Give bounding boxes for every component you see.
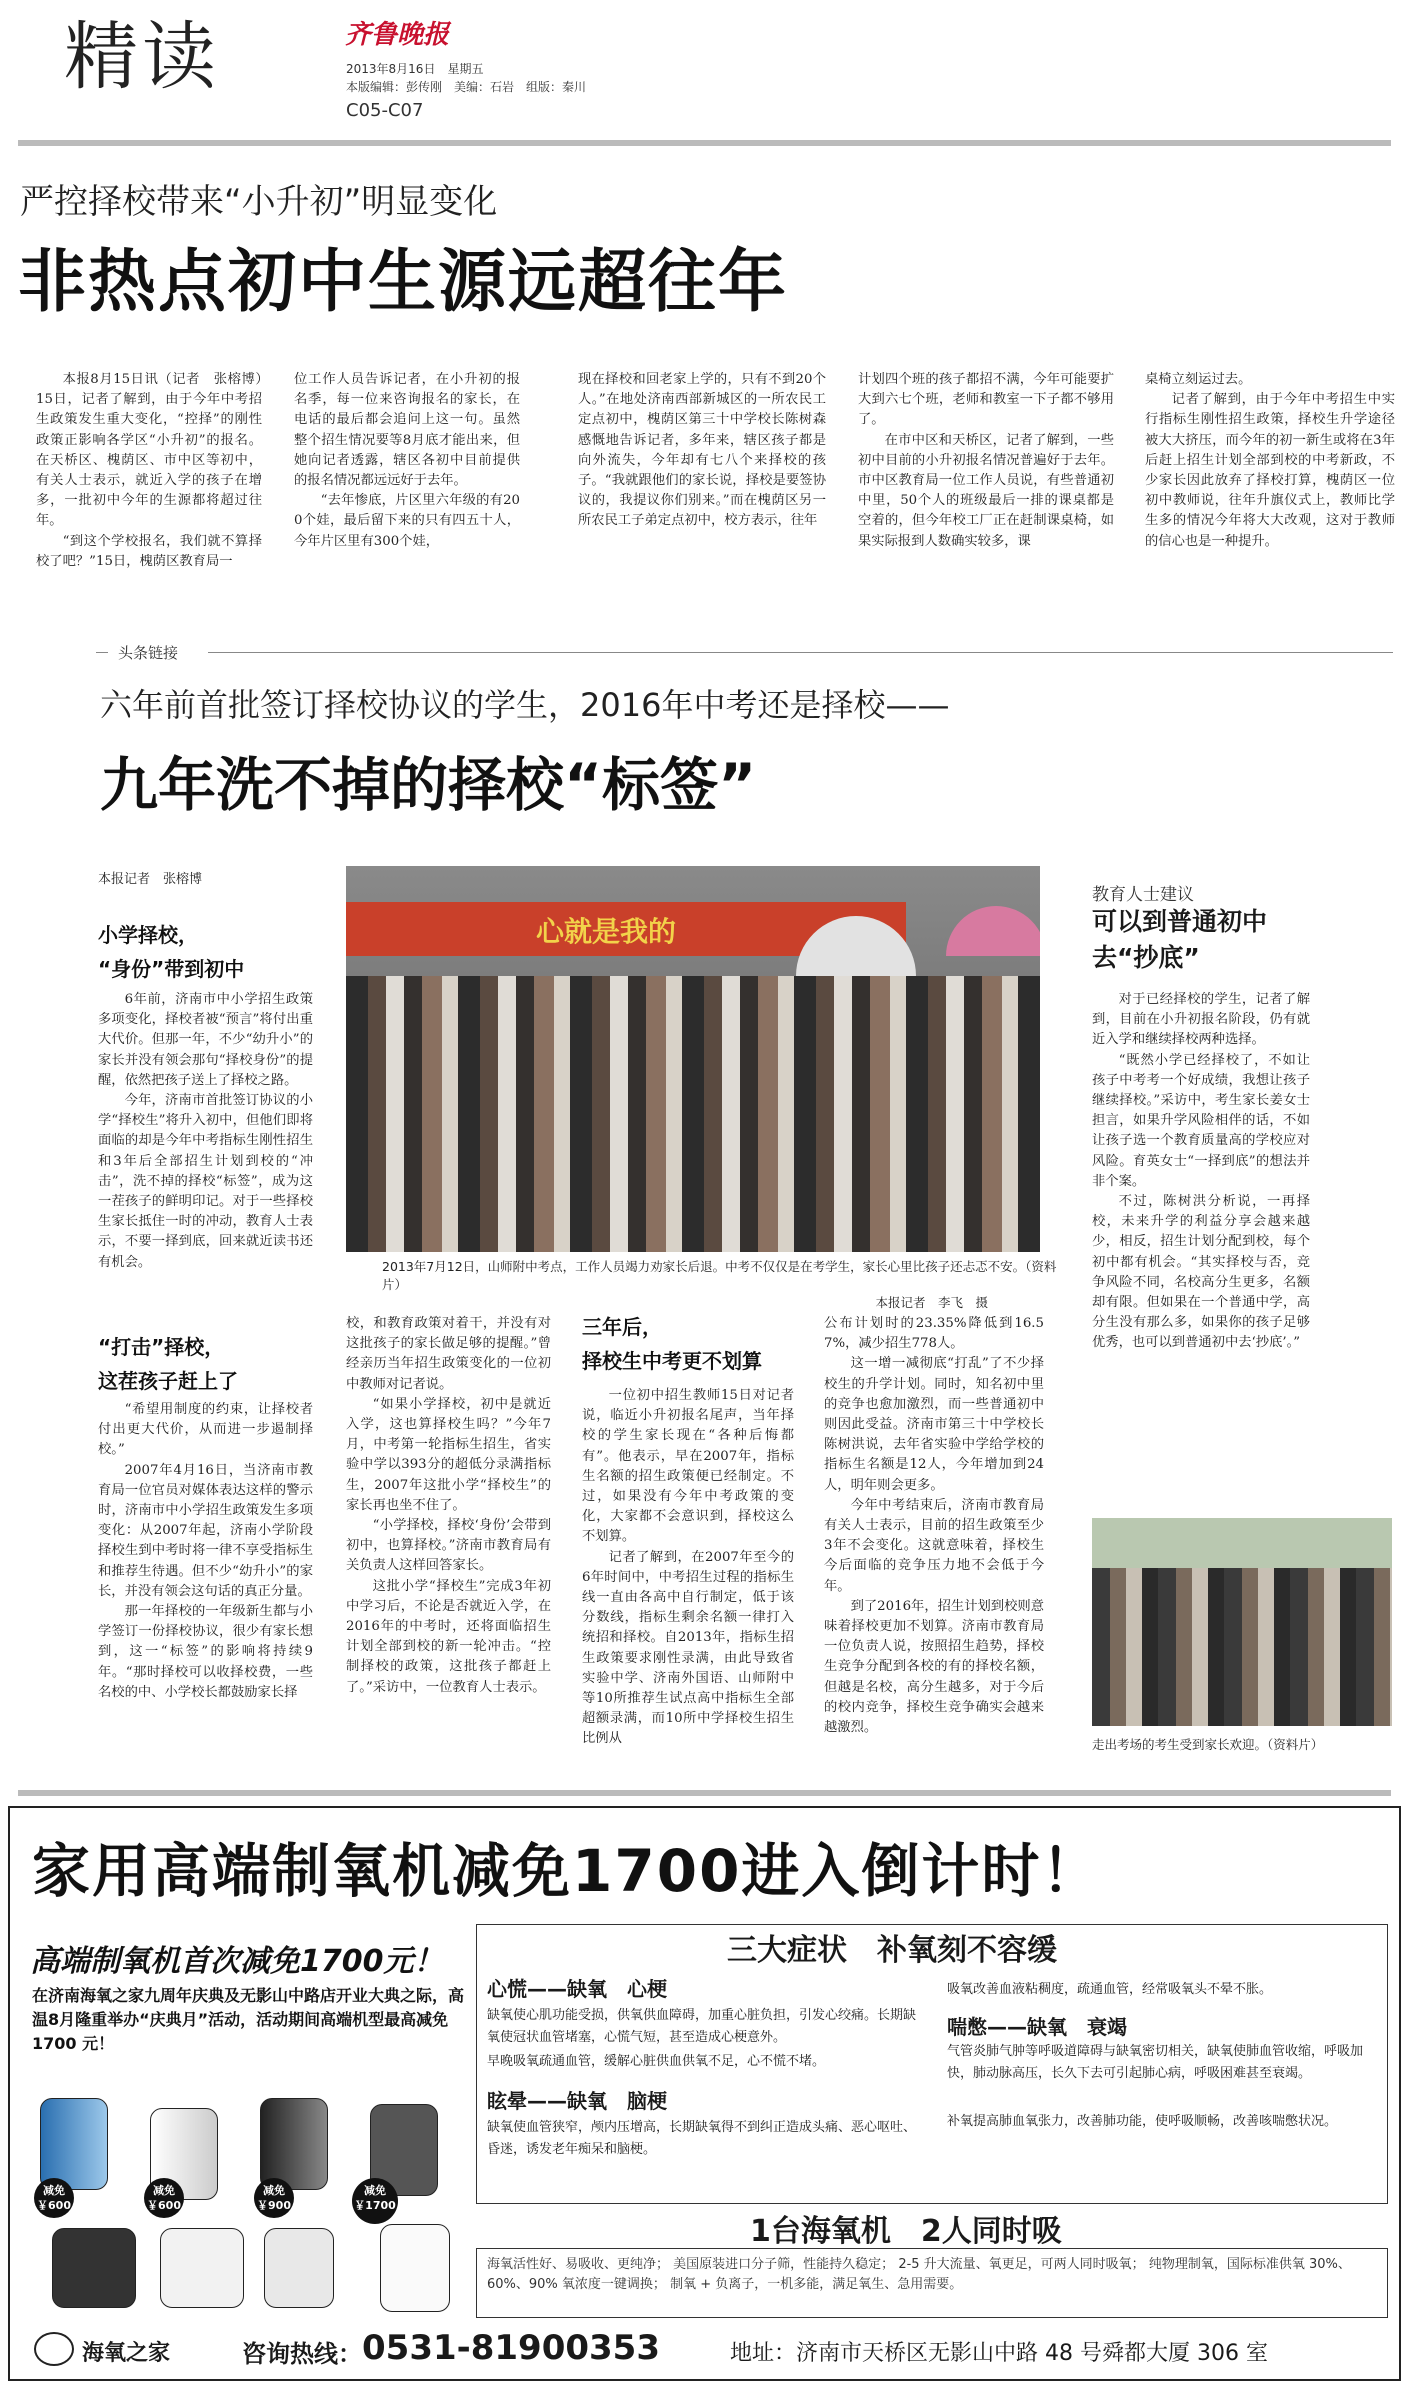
masthead-rule <box>18 140 1391 146</box>
side-headline: 可以到普通初中 去“抄底” <box>1092 907 1268 972</box>
top-col-2: 位工作人员告诉记者，在小升初的报名季，每一位来咨询报名的家长，在电话的最后都会追问上这一句。虽然整个招生情况要等8月底才能出来，但她向记者透露，辖区各初中目前提供的报名情况都远远好于去年。 “去年惨底，片区里六年级的有200个娃，最后留下来的只有四五十人，今年片区里有300个娃， <box>294 372 520 549</box>
section-title: 精读 <box>64 14 220 100</box>
oxygen-machine-7 <box>264 2228 334 2308</box>
discount-tag-2: 减免 ￥600 <box>144 2178 184 2218</box>
hotline-number: 0531-81900353 <box>362 2328 660 2368</box>
main-photo-caption <box>382 1258 1074 1312</box>
brand-logo <box>34 2332 74 2366</box>
oxygen-machine-5 <box>52 2228 136 2308</box>
feature-1: 海氧活性好、易吸收、更纯净； <box>487 2257 670 2272</box>
subhead-1: 小学择校， “身份”带到初中 <box>98 923 245 981</box>
story-col-3: 一位初中招生教师15日对记者说，临近小升初报名尾声，当年择校的学生家长现在“各种后悔都有”。他表示，早在2007年，指标生名额的招生政策便已经制定。不过，如果没有今年中考政策的变化，大家都不会意识到，择校这么不划算。 记者了解到，在2007年至今的6年时间中，中考招生过程的指标生线一直由各高中自行制定，低于该分数线，指标生剩余名额一律打入统招和择校。自2013年，指标生招生政策要求刚性录满，由此导致省实验中学、济南外国语、山师附中等10所推荐生试点高中指标生全部超额录满，而10所中学择校生招生比例从 <box>582 1388 794 1747</box>
oxygen-machine-6 <box>160 2228 244 2308</box>
side-photo-sky <box>1092 1518 1392 1568</box>
feature-4: 纯物理制氧，国际标准供氧 30%、60%、90% 氧浓度一键调换； <box>487 2257 1351 2292</box>
discount-tag-3: 减免 ￥900 <box>254 2178 294 2218</box>
main-photo <box>346 866 1040 1252</box>
symptom-1-title: 心慌——缺氧 心梗 <box>487 1977 667 2001</box>
photo-umbrella-2 <box>946 906 1040 956</box>
oxygen-machine-8 <box>380 2224 450 2312</box>
oxygen-machine-3 <box>260 2098 328 2190</box>
top-kicker: 严控择校带来“小升初”明显变化 <box>20 182 498 222</box>
feature-3: 2-5 升大流量、氧更足，可两人同时吸氧； <box>898 2257 1145 2272</box>
link-rule <box>208 652 1393 653</box>
caption-text: 2013年7月12日，山师附中考点，工作人员竭力劝家长后退。中考不仅仅是在考学生，家长心里比孩子还忐忑不安。（资料片） <box>382 1259 1057 1292</box>
top-col-3: 现在择校和回老家上学的，只有不到20个人。”在地处济南西部新城区的一所农民工定点初中，槐荫区第三十中学校长陈树森感慨地告诉记者，多年来，辖区孩子都是向外流失，今年却有七八个来择校的孩子。“我就跟他们的家长说，择校是要签协议的，我提议你们别来。”而在槐荫区另一所农民工子弟定点初中，校方表示，往年 <box>578 372 826 529</box>
link-rule-left <box>96 652 108 653</box>
ad-block <box>8 1806 1401 2381</box>
hotline-label: 咨询热线： <box>242 2340 362 2368</box>
subhead-3: 三年后， 择校生中考更不划算 <box>582 1315 762 1373</box>
symptom-3-item-2: 气管炎肺气肿等呼吸道障碍与缺氧密切相关，缺氧使肺血管收缩，呼吸加快，肺动脉高压，长久下去可引起肺心病，呼吸困难甚至衰竭。 <box>947 2044 1364 2081</box>
features-box <box>476 2248 1388 2318</box>
editor-credits: 本版编辑：彭传刚 美编：石岩 组版：秦川 <box>346 80 587 94</box>
symptom-3-title: 喘憋——缺氧 衰竭 <box>947 2015 1127 2039</box>
store-address: 地址：济南市天桥区无影山中路 48 号舜都大厦 306 室 <box>730 2341 1268 2366</box>
symptom-3-item-3: 补氧提高肺血氧张力，改善肺功能，使呼吸顺畅，改善咳喘憋状况。 <box>947 2114 1338 2129</box>
top-col-5: 桌椅立刻运过去。 记者了解到，由于今年中考招生中实行指标生刚性招生政策，择校生升学途径被大大挤压，而今年的初一新生或将在3年后赶上招生计划全部到校的中考新政，不少家长因此放弃了择校打算，槐荫区一位初中教师说，往年升旗仪式上，教师比学生多的情况今年将大大改观，这对于教师的信心也是一种提升。 <box>1145 372 1395 549</box>
story-col-2: 校，和教育政策对着干，并没有对这批孩子的家长做足够的提醒。”曾经亲历当年招生政策变化的一位初中教师对记者说。 “如果小学择校，初中是就近入学，这也算择校生吗？”今年7月，中考第一轮指标生招生，省实验中学以393分的超低分录满指标生，2007年这批小学“择校生”的家长再也坐不住了。 “小学择校，择校‘身份’会带到初中，也算择校。”济南市教育局有关负责人这样回答家长。 这批小学“择校生”完成3年初中学习后，不论是否就近入学，在2016年的中考时，还将面临招生计划全部到校的新一轮冲击。“控制择校的政策，这批孩子都赶上了。”采访中，一位教育人士表示。 <box>346 1316 551 1695</box>
story-col-1a: 6年前，济南市中小学招生政策多项变化，择校者被“预言”将付出重大代价。但那一年，不少“幼升小”的家长并没有领会那句“择校身份”的提醒，依然把孩子送上了择校之路。 今年，济南市首批签订协议的小学“择校生”将升入初中，但他们即将面临的却是今年中考指标生刚性招生和3年后全部招生计划到校的“冲击”，洗不掉的择校“标签”，成为这一茬孩子的鲜明印记。对于一些择校生家长抵住一时的冲动，教育人士表示，不要一择到底，回来就近读书还有机会。 <box>98 992 313 1270</box>
ad-rule <box>18 1790 1391 1796</box>
story-col-4: 公布计划时的23.35%降低到16.57%，减少招生778人。 这一增一减彻底“打乱”了不少择校生的升学计划。同时，知名初中里的竞争也愈加激烈，而一些普通初中则因此受益。济南市第三十中学校长陈树洪说，去年省实验中学给学校的指标生名额是12人，今年增加到24人，明年则会更多。 今年中考结束后，济南市教育局有关人士表示，目前的招生政策至少3年不会变化。这就意味着，择校生今后面临的竞争压力地不会低于今年。 到了2016年，招生计划到校则意味着择校更加不划算。济南市教育局一位负责人说，按照招生趋势，择校生竞争分配到各校的有的择校名额，但越是名校，高分生越多，对于今后的校内竞争，择校生竞争确实会越来越激烈。 <box>824 1316 1044 1736</box>
two-people-line: 1台海氧机 2人同时吸 <box>750 2214 1062 2249</box>
symptom-1-item-1: 缺氧使心肌功能受损，供氧供血障碍，加重心脏负担，引发心绞痛。长期缺氧使冠状血管堵塞，心慌气短，甚至造成心梗意外。 <box>487 2008 917 2045</box>
subhead-2: “打击”择校， 这茬孩子赶上了 <box>98 1335 238 1393</box>
top-col-1: 本报8月15日讯（记者 张榕博） 15日，记者了解到，由于今年中考招生政策发生重大变化，“控择”的刚性政策正影响各学区“小升初”的报名。在天桥区、槐荫区、市中区等初中，有关人士表示，就近入学的孩子在增多，一批初中今年的生源都将超过往年。 “到这个学校报名，我们就不算择校了吧？”15日，槐荫区教育局一 <box>36 372 276 569</box>
side-photo <box>1092 1518 1392 1726</box>
symptom-2-title: 眩晕——缺氧 脑梗 <box>487 2089 667 2113</box>
brand-name: 海氧之家 <box>82 2341 171 2366</box>
top-headline: 非热点初中生源远超往年 <box>18 243 789 322</box>
symptom-1-item-2: 早晚吸氧疏通血管，缓解心脏供血供氧不足，心不慌不堵。 <box>487 2054 826 2069</box>
side-col: 对于已经择校的学生，记者了解到，目前在小升初报名阶段，仍有就近入学和继续择校两种选择。 “既然小学已经择校了，不如让孩子中考考一个好成绩，我想让孩子继续择校。”采访中，考生家长姜女士担言，如果升学风险相伴的话，不如让孩子选一个教育质量高的学校应对风险。育英女士“一择到底”的想法并非个案。 不过，陈树洪分析说，一再择校，未来升学的利益分享会越来越少，相反，招生计划分配到校，每个初中都有机会。“其实择校与否，竞争风险不同，名校高分生更多，名额却有限。但如果在一个普通中学，高分生没有那么多，如果你的孩子足够优秀，也可以到普通初中去‘抄底’。” <box>1092 992 1310 1351</box>
second-headline: 九年洗不掉的择校“标签” <box>100 751 757 819</box>
ad-promo: 在济南海氧之家九周年庆典及无影山中路店开业大典之际，高温8月隆重举办“庆典月”活动，活动期间高端机型最高减免 1700 元！ <box>32 1986 465 2053</box>
discount-tag-1: 减免 ￥600 <box>34 2178 74 2218</box>
story-col-1b: “希望用制度的约束，让择校者付出更大代价，从而进一步遏制择校。” 2007年4月16日，当济南市教育局一位官员对媒体表达这样的警示时，济南市中小学招生政策发生多项变化：从2007年起，济南小学阶段择校生到中考时将一律不享受指标生和推荐生待遇。但不少“幼升小”的家长，并没有领会这句话的真正分量。 那一年择校的一年级新生都与小学签订一份择校协议，很少有家长想到，这一“标签”的影响将持续9年。“那时择校可以收择校费，一些名校的中、小学校长都鼓励家长择 <box>98 1402 313 1700</box>
discount-tag-4: 减免 ￥1700 <box>352 2178 398 2224</box>
symptom-box <box>476 1924 1388 2204</box>
ad-headline: 家用高端制氧机减免1700进入倒计时！ <box>32 1837 1102 1905</box>
photo-crowd <box>346 976 1040 1252</box>
issue-date: 2013年8月16日 星期五 <box>346 62 484 76</box>
feature-5: 制氧 + 负离子，一机多能，满足氧生、急用需要。 <box>670 2277 963 2292</box>
photo-banner-text: 心就是我的 <box>536 915 677 948</box>
byline: 本报记者 张榕博 <box>98 872 203 887</box>
paper-logo: 齐鲁晚报 <box>345 20 450 50</box>
second-kicker: 六年前首批签订择校协议的学生，2016年中考还是择校—— <box>100 686 950 724</box>
top-col-4: 计划四个班的孩子都招不满，今年可能要扩大到六七个班，老师和教室一下子都不够用了。 在市中区和天桥区，记者了解到，一些初中目前的小升初报名情况普遍好于去年。市中区教育局一位工作人员说，有些普通初中里，50个人的班级最后一排的课桌都是空着的，但今年校工厂正在赶制课桌椅，如果实际报到人数确实较多，课 <box>858 372 1114 549</box>
page-range: C05-C07 <box>346 100 424 121</box>
ad-subhead: 高端制氧机首次减免1700元！ <box>30 1944 444 1979</box>
photo-credit: 本报记者 李飞 摄 <box>875 1295 988 1310</box>
symptom-title: 三大症状 补氧刻不容缓 <box>727 1933 1057 1968</box>
side-photo-caption: 走出考场的考生受到家长欢迎。（资料片） <box>1092 1737 1324 1752</box>
side-kicker: 教育人士建议 <box>1092 885 1194 905</box>
symptom-3-item-1: 吸氧改善血液粘稠度，疏通血管，经常吸氧头不晕不胀。 <box>947 1982 1273 1997</box>
link-label: 头条链接 <box>118 644 179 662</box>
feature-2: 美国原装进口分子筛，性能持久稳定； <box>673 2257 895 2272</box>
features-list <box>487 2255 1377 2295</box>
oxygen-machine-1 <box>40 2098 108 2190</box>
symptom-2-item-1: 缺氧使血管狭窄，颅内压增高，长期缺氧得不到纠正造成头痛、恶心呕吐、昏迷，诱发老年痴呆和脑梗。 <box>487 2120 917 2157</box>
